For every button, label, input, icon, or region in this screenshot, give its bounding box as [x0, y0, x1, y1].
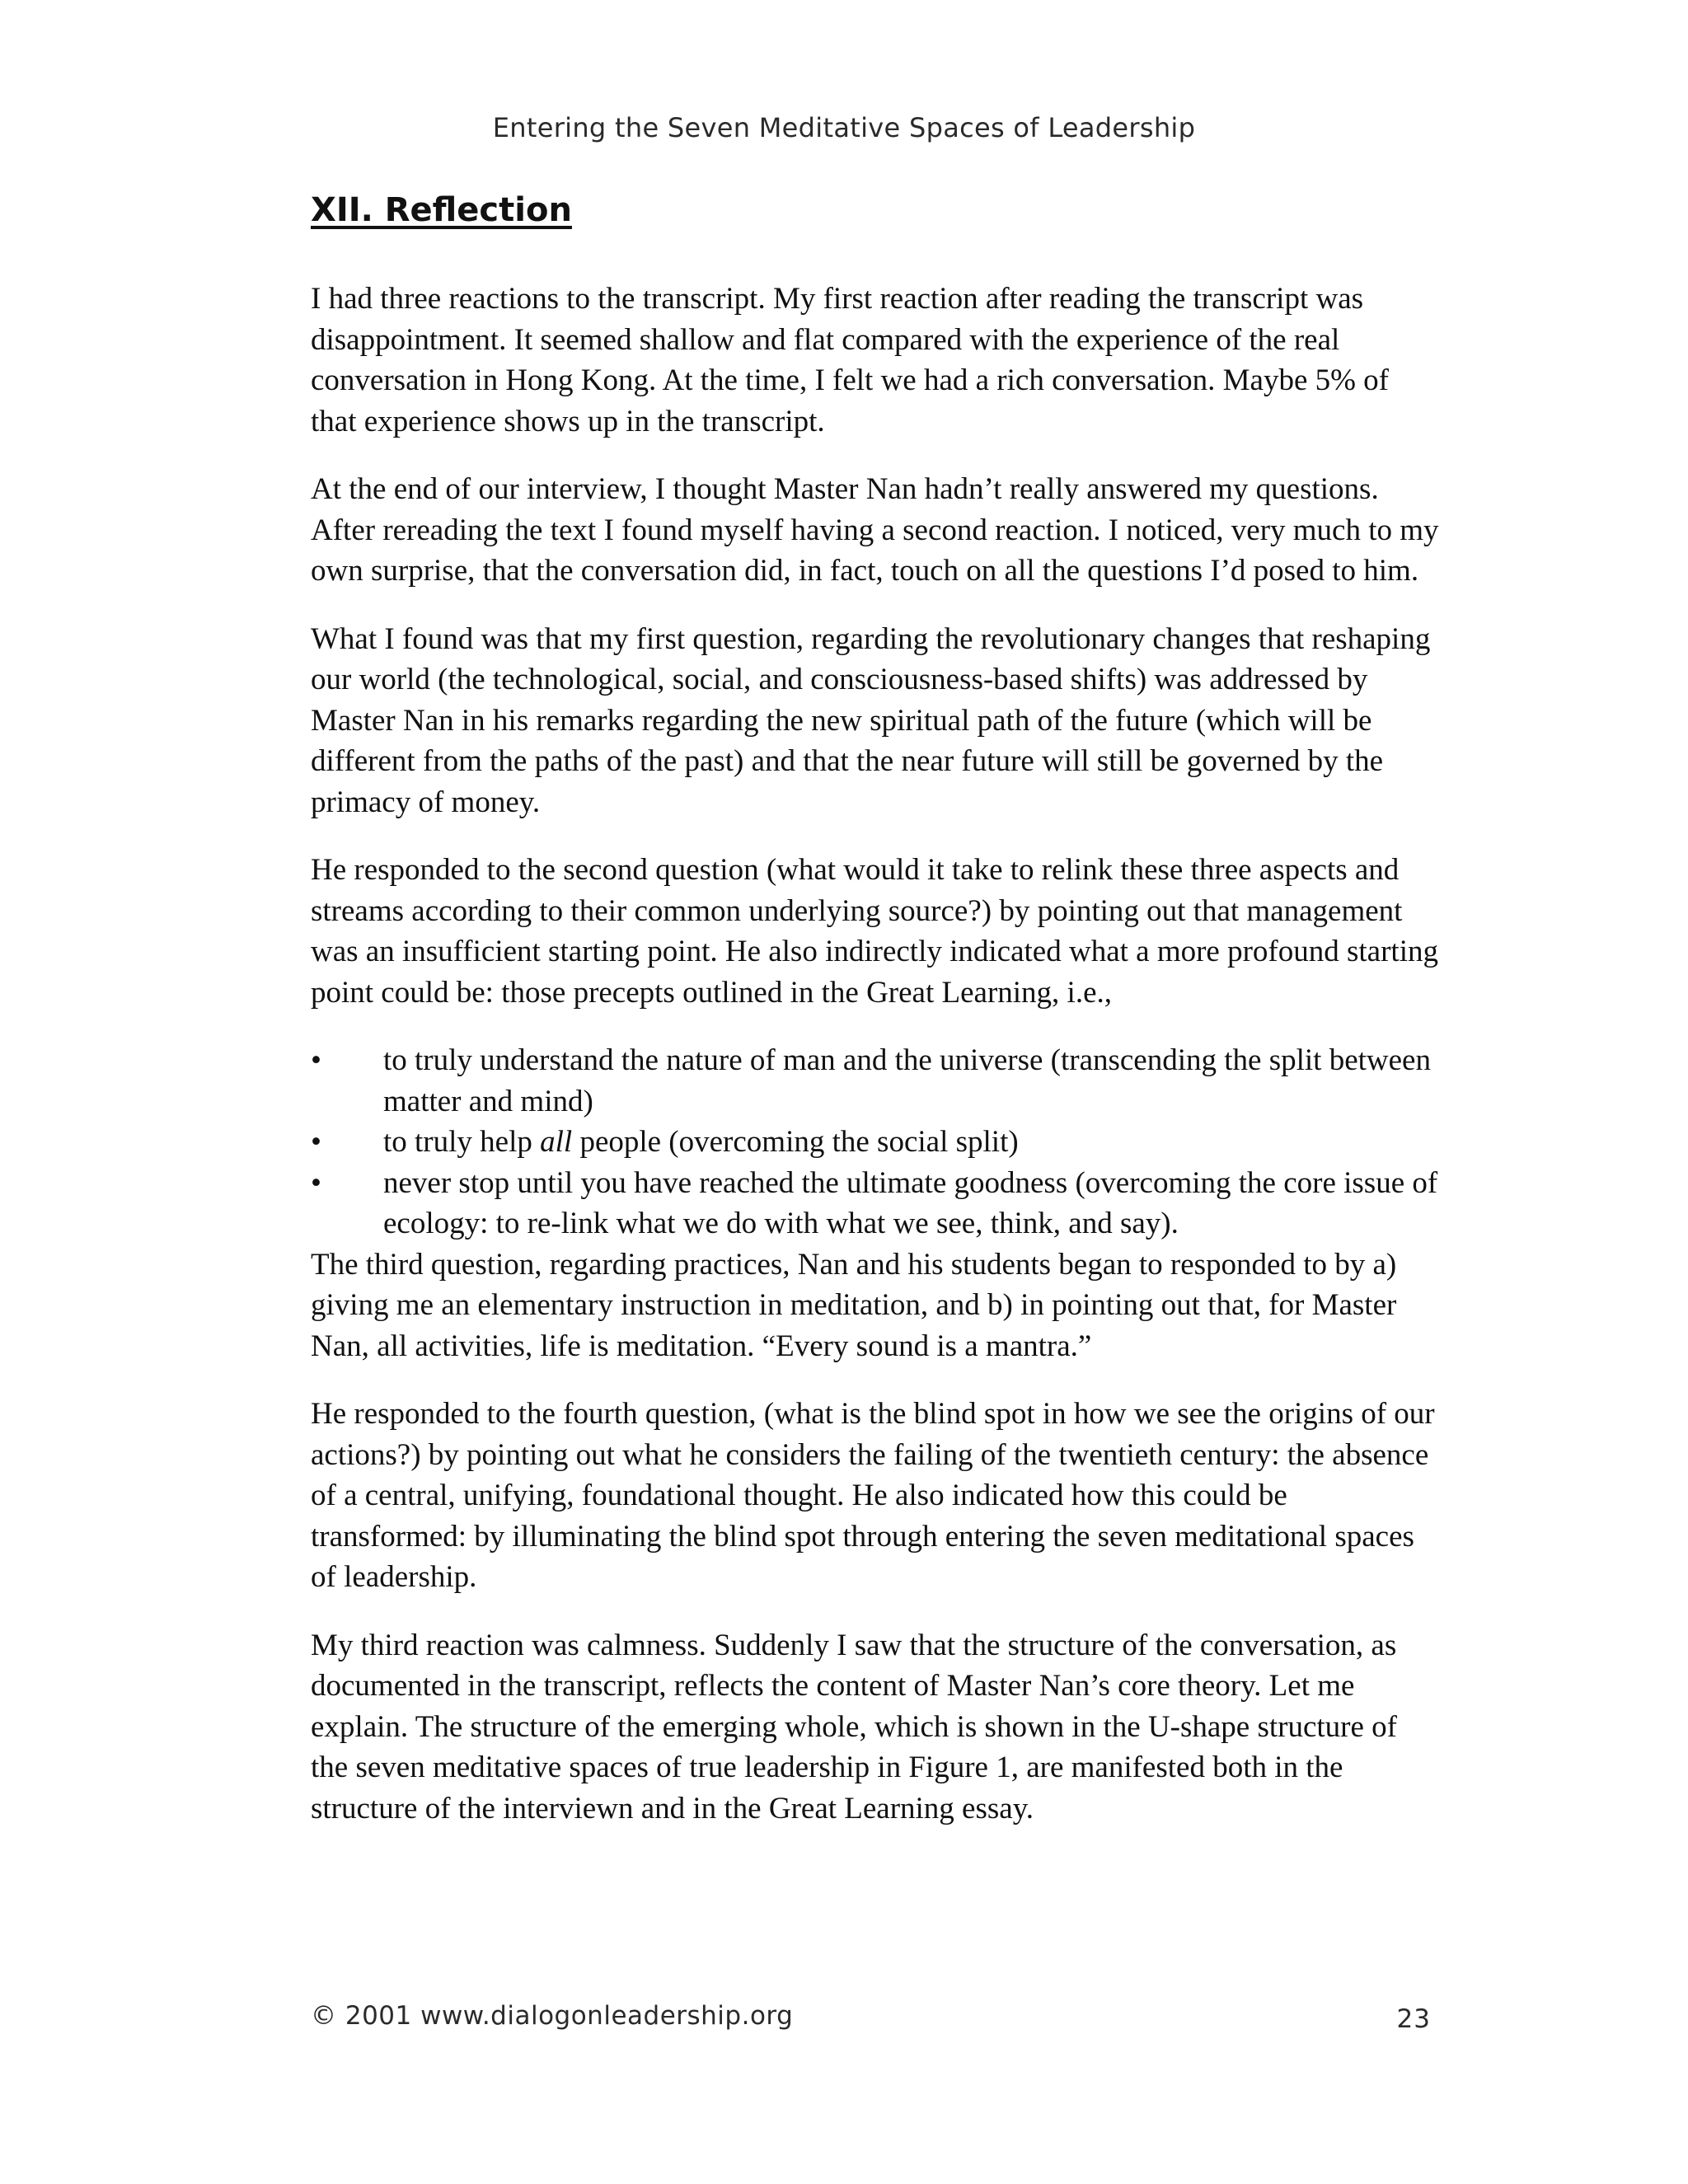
paragraph-second-question: He responded to the second question (what would it take to relink these three aspects and streams according to their common underlying source?) by pointing out that management was an insufficient starting point. He also indirectly indicated what a more profound starting point could be: those precepts outlined in the Great Learning, i.e.,	[311, 853, 1438, 1010]
bullet-marker: •	[311, 1165, 321, 1200]
list-item-text	[383, 1125, 1019, 1159]
running-header: Entering the Seven Meditative Spaces of Leadership	[492, 112, 1196, 143]
list-item-text: to truly understand the nature of man and the universe (transcending the split between matter and mind)	[383, 1043, 1431, 1118]
precepts-list	[311, 1040, 1440, 1244]
list-item	[311, 1040, 1440, 1122]
list-item	[311, 1122, 1440, 1163]
paragraph-reactions-intro: I had three reactions to the transcript. My first reaction after reading the transcript was disappointment. It seemed shallow and flat compared with the experience of the real conversation in Hong Kong. At the time, I felt we had a rich conversation. Maybe 5% of that experience shows up in the transcript.	[311, 282, 1390, 438]
paragraph-third-question: The third question, regarding practices, Nan and his students began to responded to by a) giving me an elementary instruction in meditation, and b) in pointing out that, for Master Nan, all activities, life is meditation. “Every sound is a mantra.”	[311, 1247, 1397, 1363]
paragraph-second-reaction: At the end of our interview, I thought Master Nan hadn’t really answered my questions. After rereading the text I found myself having a second reaction. I noticed, very much to my own surprise, that the conversation did, in fact, touch on all the questions I’d posed to him.	[311, 472, 1439, 588]
body-text	[311, 279, 1440, 1856]
list-item-text-start: to truly help	[383, 1125, 541, 1159]
paragraph-first-question: What I found was that my first question, regarding the revolutionary changes that reshaping our world (the technological, social, and consciousness-based shifts) was addressed by Master Nan in his remarks regarding the new spiritual path of the future (which will be different from the paths of the past) and that the near future will still be governed by the primacy of money.	[311, 621, 1431, 819]
bullet-marker: •	[311, 1125, 321, 1159]
emphasis-all: all	[540, 1125, 573, 1159]
paragraph-fourth-question: He responded to the fourth question, (what is the blind spot in how we see the origins of our actions?) by pointing out what he considers the failing of the twentieth century: the absence of a central, unifying, foundational thought. He also indicated how this could be transformed: by illuminating the blind spot through entering the seven meditational spaces of leadership.	[311, 1397, 1435, 1594]
bullet-marker: •	[311, 1043, 321, 1077]
footer-copyright: © 2001 www.dialogonleadership.org	[311, 2001, 794, 2031]
list-item-text-end: people (overcoming the social split)	[572, 1125, 1019, 1159]
paragraph-third-reaction: My third reaction was calmness. Suddenly I saw that the structure of the conversation, as documented in the transcript, reflects the content of Master Nan’s core theory. Let me explain. The structure of the emerging whole, which is shown in the U-shape structure of the seven meditative spaces of true leadership in Figure 1, are manifested both in the structure of the interviewn and in the Great Learning essay.	[311, 1628, 1397, 1825]
section-title: XII. Reflection	[311, 191, 572, 229]
page-number: 23	[1396, 2004, 1431, 2034]
list-item-text: never stop until you have reached the ultimate goodness (overcoming the core issue of ecology: to re-link what we do with what we see, think, and say).	[383, 1165, 1438, 1240]
list-item	[311, 1163, 1440, 1244]
